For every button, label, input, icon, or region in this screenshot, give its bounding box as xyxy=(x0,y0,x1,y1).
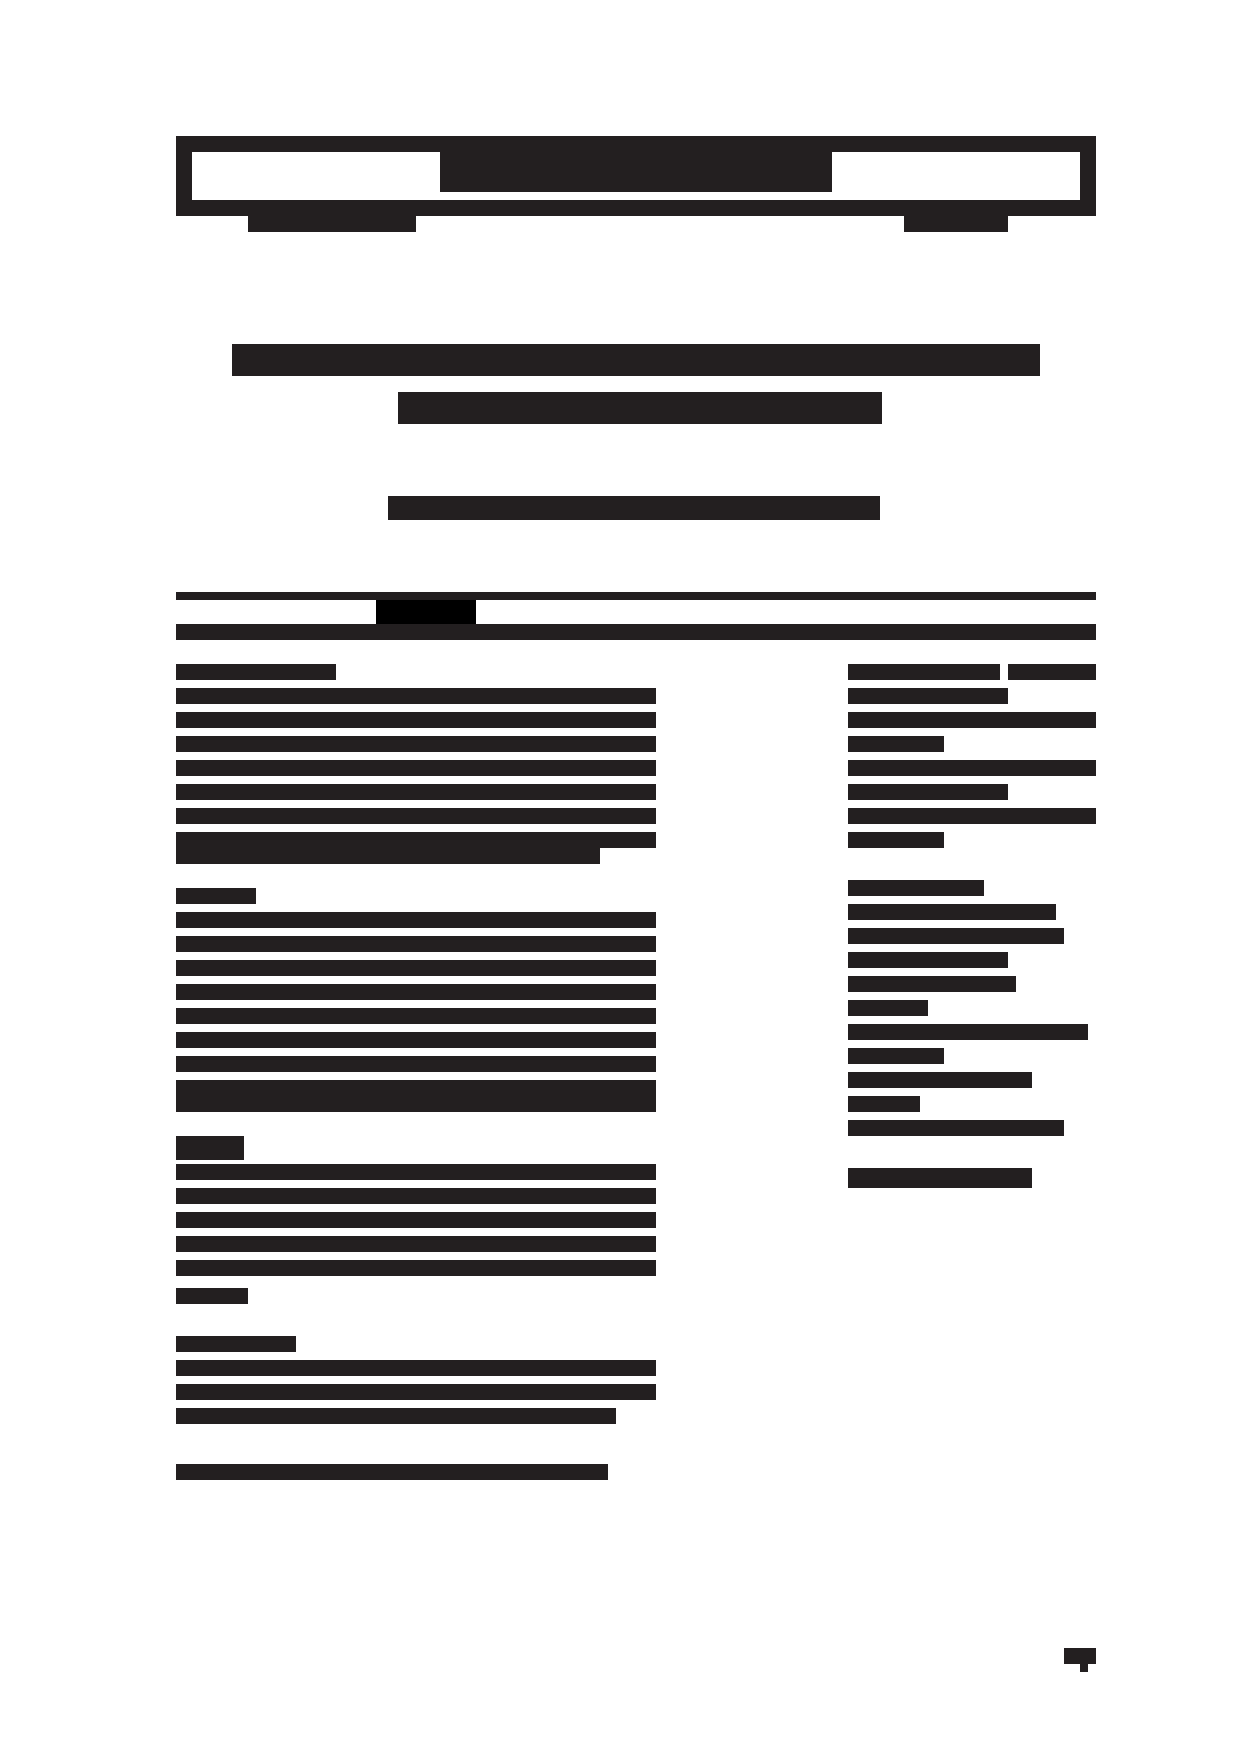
sidebar-correspondence xyxy=(0,0,1,1)
sidebar-affiliations xyxy=(0,0,1,1)
issue-info-right xyxy=(0,0,1,1)
text-line xyxy=(176,1408,616,1424)
text-line xyxy=(848,904,1056,920)
text-line xyxy=(176,1260,656,1276)
text-line xyxy=(176,1164,656,1180)
text-line xyxy=(1008,664,1096,680)
text-line xyxy=(176,1188,656,1204)
text-line xyxy=(176,1288,248,1304)
text-line xyxy=(848,1120,1064,1136)
authors-redacted xyxy=(388,496,880,520)
text-line xyxy=(848,712,1096,728)
section-4-body xyxy=(0,0,1,1)
abstract-label xyxy=(0,0,1,1)
section-1-heading-text xyxy=(0,0,1,1)
section-4-heading xyxy=(176,1336,296,1352)
page-number xyxy=(0,0,1,1)
text-line xyxy=(176,688,656,704)
section-3-heading-text xyxy=(0,0,1,1)
text-line xyxy=(848,688,1008,704)
text-line xyxy=(176,1056,656,1072)
text-line xyxy=(176,1236,656,1252)
text-line xyxy=(176,984,656,1000)
text-line xyxy=(176,712,656,728)
text-line xyxy=(848,664,1000,680)
top-rule xyxy=(176,592,1096,600)
page-number-redacted xyxy=(1064,1648,1096,1664)
text-line xyxy=(176,736,656,752)
section-3-heading xyxy=(176,1136,244,1160)
journal-name-redacted xyxy=(440,152,832,192)
text-line xyxy=(848,880,984,896)
text-line xyxy=(176,760,656,776)
text-line xyxy=(176,960,656,976)
text-line xyxy=(176,1212,656,1228)
sidebar-identifier xyxy=(0,0,1,1)
footnote-redacted xyxy=(176,1464,608,1480)
text-line xyxy=(848,736,944,752)
issue-info-right-redacted xyxy=(904,216,1008,232)
text-line xyxy=(848,1000,928,1016)
title-line-1-redacted xyxy=(232,344,1040,376)
section-1-heading xyxy=(176,664,336,680)
page-number-descender xyxy=(1080,1664,1088,1672)
text-line xyxy=(176,936,656,952)
text-line xyxy=(848,832,944,848)
text-line xyxy=(176,1032,656,1048)
text-line xyxy=(848,760,1096,776)
issue-info-left-redacted xyxy=(248,216,416,232)
text-line xyxy=(176,912,656,928)
text-line xyxy=(848,808,1096,824)
text-line xyxy=(848,976,1016,992)
text-line xyxy=(176,1080,656,1096)
text-line xyxy=(176,1008,656,1024)
text-line xyxy=(848,1096,920,1112)
abstract-label-redacted xyxy=(376,600,476,624)
journal-name xyxy=(0,0,1,1)
text-line xyxy=(176,784,656,800)
title-line-1 xyxy=(0,0,1,1)
section-2-heading-text xyxy=(0,0,1,1)
title-line-2-redacted xyxy=(398,392,882,424)
footnote xyxy=(0,0,1,1)
text-line xyxy=(848,1048,944,1064)
text-line xyxy=(848,1024,1088,1040)
section-2-heading xyxy=(176,888,256,904)
title-line-2 xyxy=(0,0,1,1)
text-line xyxy=(176,832,656,848)
section-3-body xyxy=(0,0,1,1)
section-4-heading-text xyxy=(0,0,1,1)
identifier-redacted xyxy=(848,1168,1032,1188)
issue-info-left xyxy=(0,0,1,1)
text-line xyxy=(848,784,1008,800)
text-line xyxy=(176,808,656,824)
text-line xyxy=(176,848,600,864)
section-1-body xyxy=(0,0,1,1)
text-line xyxy=(176,1360,656,1376)
text-line xyxy=(848,928,1064,944)
thick-rule xyxy=(176,624,1096,640)
authors xyxy=(0,0,1,1)
text-line xyxy=(848,952,1008,968)
text-line xyxy=(848,1072,1032,1088)
text-line xyxy=(176,1384,656,1400)
text-line xyxy=(176,1096,656,1112)
section-2-body xyxy=(0,0,1,1)
